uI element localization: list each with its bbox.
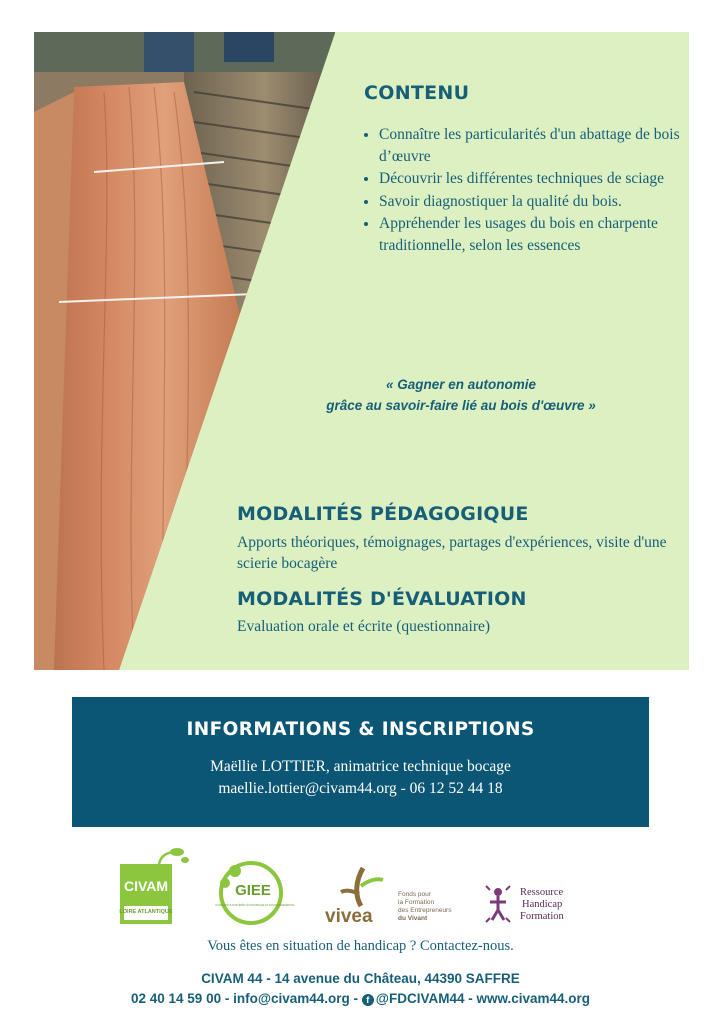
footer-contact (0, 991, 721, 1006)
giee-logo[interactable] (215, 855, 295, 927)
ressource-handicap-logo[interactable] (484, 882, 584, 926)
evaluation-title: MODALITÉS D'ÉVALUATION (237, 588, 527, 610)
vivea-logo[interactable] (325, 862, 455, 926)
civam-logo[interactable] (119, 846, 189, 926)
footer-contact-suffix[interactable]: @FDCIVAM44 - www.civam44.org (375, 991, 590, 1006)
footer-address: CIVAM 44 - 14 avenue du Château, 44390 SAFFRE (201, 971, 520, 986)
evaluation-text: Evaluation orale et écrite (questionnaire) (237, 618, 491, 635)
info-banner (72, 697, 649, 827)
vivea-logo-name: vivea (325, 906, 373, 926)
contenu-title: CONTENU (364, 82, 470, 104)
info-email-phone[interactable]: maellie.lottier@civam44.org - 06 12 52 44 18 (218, 780, 503, 797)
contenu-list (357, 124, 689, 257)
vivea-tag-2: la Formation (398, 899, 435, 906)
ressource-line-1: Ressource (520, 887, 564, 898)
vivea-tag-3: des Entrepreneurs (398, 907, 452, 914)
quote-line-1: « Gagner en autonomie (385, 377, 537, 392)
list-item: • Appréhender les usages du bois en charpente traditionnelle, selon les essences (379, 213, 689, 256)
list-item: • Découvrir les différentes techniques de sciage (379, 168, 689, 190)
ressource-line-2: Handicap (522, 899, 563, 910)
list-item: • Connaître les particularités d'un abattage de bois d’œuvre (379, 124, 689, 167)
info-contact: Maëllie LOTTIER, animatrice technique bocage (210, 758, 511, 775)
vivea-tag-1: Fonds pour (398, 891, 431, 898)
list-item: • Savoir diagnostiquer la qualité du bois. (379, 191, 689, 213)
pedagogique-text: Apports théoriques, témoignages, partages d'expériences, visite d'une scierie bocagère (237, 534, 667, 572)
info-title: INFORMATIONS & INSCRIPTIONS (186, 719, 535, 740)
giee-logo-name: GIEE (235, 882, 271, 899)
vivea-tag-4: du Vivant (398, 915, 428, 922)
facebook-icon[interactable]: f (362, 994, 374, 1006)
civam-logo-name: CIVAM (123, 878, 169, 894)
quote (276, 374, 646, 416)
pedagogique-title: MODALITÉS PÉDAGOGIQUE (237, 503, 529, 525)
civam-logo-sub: LOIRE ATLANTIQUE (119, 909, 173, 915)
ressource-line-3: Formation (520, 911, 564, 922)
giee-logo-ring-text: GROUPEMENTS D'INTÉRÊT ÉCONOMIQUE ET ENVIRONNEMENTAL (215, 904, 295, 907)
handicap-note: Vous êtes en situation de handicap ? Contactez-nous. (207, 938, 514, 954)
footer-contact-prefix[interactable]: 02 40 14 59 00 - info@civam44.org - (131, 991, 362, 1006)
quote-line-2: grâce au savoir-faire lié au bois d'œuvre » (326, 398, 596, 413)
